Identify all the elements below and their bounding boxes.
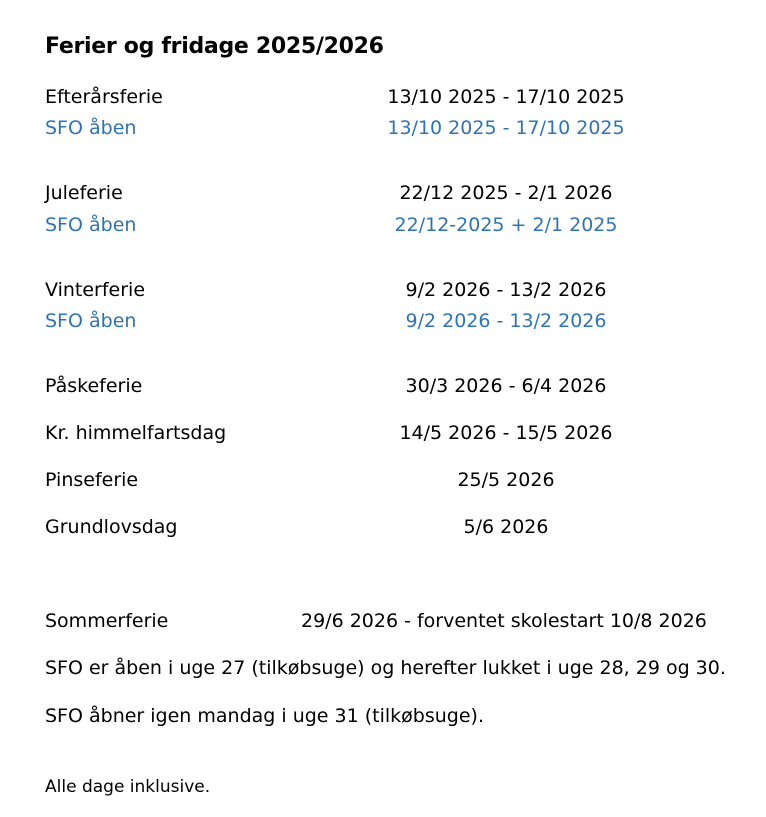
holiday-row-vinterferie	[0, 279, 766, 305]
holiday-dates: 29/6 2026 - forventet skolestart 10/8 2026	[301, 610, 707, 632]
sfo-label: SFO åben	[45, 117, 137, 139]
sfo-row-juleferie	[0, 214, 766, 240]
holiday-row-pinseferie	[0, 469, 766, 495]
holiday-row-grundlovsdag	[0, 516, 766, 542]
footnote: Alle dage inklusive.	[45, 777, 211, 797]
sfo-row-vinterferie	[0, 310, 766, 336]
sfo-dates: 9/2 2026 - 13/2 2026	[405, 310, 607, 332]
sfo-dates: 22/12-2025 + 2/1 2025	[394, 214, 618, 236]
sfo-label: SFO åben	[45, 310, 137, 332]
holiday-label: Påskeferie	[45, 375, 143, 397]
holiday-row-juleferie	[0, 182, 766, 208]
holiday-row-sommerferie	[0, 610, 766, 636]
holiday-label: Pinseferie	[45, 469, 139, 491]
holiday-label: Vinterferie	[45, 279, 146, 301]
holiday-label: Kr. himmelfartsdag	[45, 422, 227, 444]
holiday-dates: 30/3 2026 - 6/4 2026	[405, 375, 607, 397]
holiday-label: Grundlovsdag	[45, 516, 178, 538]
sfo-row-efteraarsferie	[0, 117, 766, 143]
holiday-row-himmelfartsdag	[0, 422, 766, 448]
sfo-summer-info: SFO er åben i uge 27 (tilkøbsuge) og herefter lukket i uge 28, 29 og 30.	[45, 657, 726, 679]
holiday-dates: 14/5 2026 - 15/5 2026	[399, 422, 613, 444]
holiday-label: Efterårsferie	[45, 86, 163, 108]
holiday-label: Juleferie	[45, 182, 123, 204]
sfo-dates: 13/10 2025 - 17/10 2025	[387, 117, 625, 139]
holiday-dates: 5/6 2026	[463, 516, 549, 538]
holiday-dates: 13/10 2025 - 17/10 2025	[387, 86, 625, 108]
holiday-row-paaskeferie	[0, 375, 766, 401]
holiday-dates: 9/2 2026 - 13/2 2026	[405, 279, 607, 301]
holiday-dates: 25/5 2026	[457, 469, 555, 491]
page-title: Ferier og fridage 2025/2026	[45, 34, 384, 59]
holiday-row-efteraarsferie	[0, 86, 766, 112]
sfo-label: SFO åben	[45, 214, 137, 236]
holiday-label: Sommerferie	[45, 610, 169, 632]
holiday-dates: 22/12 2025 - 2/1 2026	[399, 182, 613, 204]
sfo-reopen-info: SFO åbner igen mandag i uge 31 (tilkøbsuge).	[45, 705, 484, 727]
